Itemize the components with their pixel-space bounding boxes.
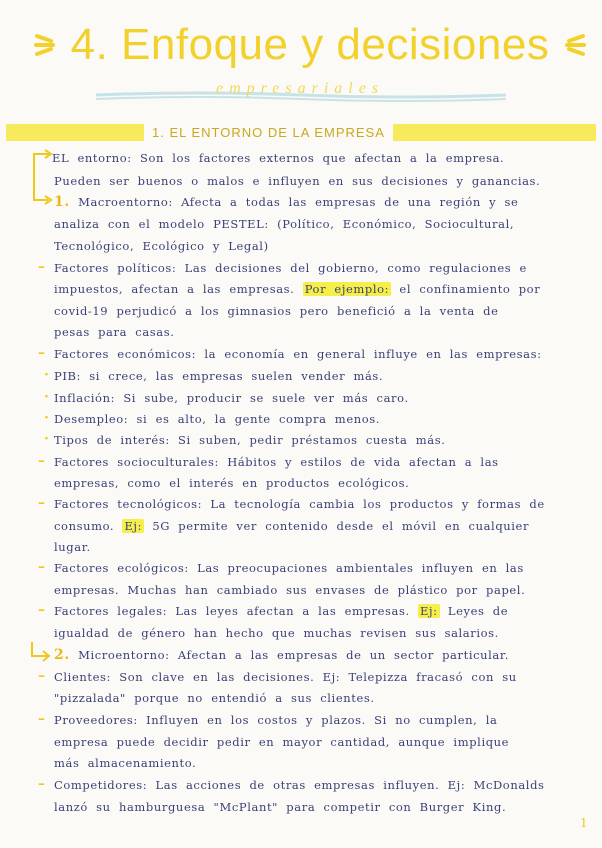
text-line: Tipos de interés: Si suben, pedir préstamos cuesta más. [54, 433, 446, 447]
text-line: lugar. [54, 540, 91, 554]
text-line: pesas para casas. [54, 325, 175, 339]
text-line: lanzó su hamburguesa "McPlant" para competir con Burger King. [54, 800, 507, 814]
text-line: PIB: si crece, las empresas suelen vender más. [54, 369, 384, 383]
text-line: Inflación: Si sube, producir se suele ver más caro. [54, 391, 409, 405]
bullet-dash: – [38, 495, 45, 511]
bullet-dash: – [38, 345, 45, 361]
text-line: Competidores: Las acciones de otras empresas influyen. Ej: McDonalds [54, 778, 545, 792]
text-line: impuestos, afectan a las empresas. Por ejemplo: el confinamiento por [54, 282, 541, 296]
bullet-dot: · [44, 410, 49, 426]
highlight: Por ejemplo: [304, 282, 390, 296]
highlight: Ej: [124, 519, 143, 533]
text-line: Proveedores: Influyen en los costos y plazos. Si no cumplen, la [54, 713, 498, 727]
text-line: empresa puede decidir pedir en mayor cantidad, aunque implique [54, 735, 510, 749]
text-line: Factores políticos: Las decisiones del gobierno, como regulaciones e [54, 261, 527, 275]
bullet-dash: – [38, 559, 45, 575]
page-subtitle: empresariales [215, 80, 385, 97]
highlight: Ej: [419, 604, 438, 618]
text-line: Factores legales: Las leyes afectan a las empresas. Ej: Leyes de [54, 604, 509, 618]
section-header: 1. EL ENTORNO DE LA EMPRESA [144, 124, 393, 141]
bullet-dot: · [44, 431, 49, 447]
bracket-arrow-icon [28, 148, 54, 212]
text-line: "pizzalada" porque no entendió a sus clientes. [54, 691, 375, 705]
text-line: Clientes: Son clave en las decisiones. Ej: Telepizza fracasó con su [54, 670, 517, 684]
text-line: covid-19 perjudicó a los gimnasios pero benefició a la venta de [54, 304, 499, 318]
bullet-dash: – [38, 711, 45, 727]
text-line: Desempleo: si es alto, la gente compra menos. [54, 412, 381, 426]
text-line: Factores ecológicos: Las preocupaciones ambientales influyen en las [54, 561, 524, 575]
text-line: más almacenamiento. [54, 756, 197, 770]
bullet-dash: – [38, 602, 45, 618]
text-line: Factores económicos: la economía en general influye en las empresas: [54, 347, 542, 361]
text-line: consumo. Ej: 5G permite ver contenido desde el móvil en cualquier [54, 519, 530, 533]
text-line: 2. Microentorno: Afectan a las empresas de un sector particular. [54, 647, 509, 663]
text-line: Factores tecnológicos: La tecnología cambia los productos y formas de [54, 497, 545, 511]
bullet-dash: – [38, 259, 45, 275]
text-line: Pueden ser buenos o malos e influyen en sus decisiones y ganancias. [54, 174, 541, 188]
text-line: EL entorno: Son los factores externos que afectan a la empresa. [52, 151, 505, 165]
sparkle-left-icon [33, 30, 61, 60]
text-line: analiza con el modelo PESTEL: (Político, Económico, Sociocultural, [54, 217, 515, 231]
sparkle-right-icon [559, 30, 587, 60]
page-title: 4. Enfoque y decisiones [70, 20, 550, 69]
text-line: empresas, como el interés en productos ecológicos. [54, 476, 410, 490]
bullet-dot: · [44, 389, 49, 405]
bullet-dash: – [38, 453, 45, 469]
bracket-arrow-2-icon [28, 640, 54, 668]
bullet-dot: · [44, 367, 49, 383]
text-line: Tecnológico, Ecológico y Legal) [54, 239, 269, 253]
bullet-dash: – [38, 668, 45, 684]
text-line: 1. Macroentorno: Afecta a todas las empresas de una región y se [54, 194, 519, 210]
text-line: Factores socioculturales: Hábitos y estilos de vida afectan a las [54, 455, 499, 469]
text-line: empresas. Muchas han cambiado sus envases de plástico por papel. [54, 583, 526, 597]
title-row [30, 14, 590, 76]
text-line: igualdad de género han hecho que muchas revisen sus salarios. [54, 626, 499, 640]
page-number: 1 [580, 816, 588, 830]
bullet-dash: – [38, 776, 45, 792]
